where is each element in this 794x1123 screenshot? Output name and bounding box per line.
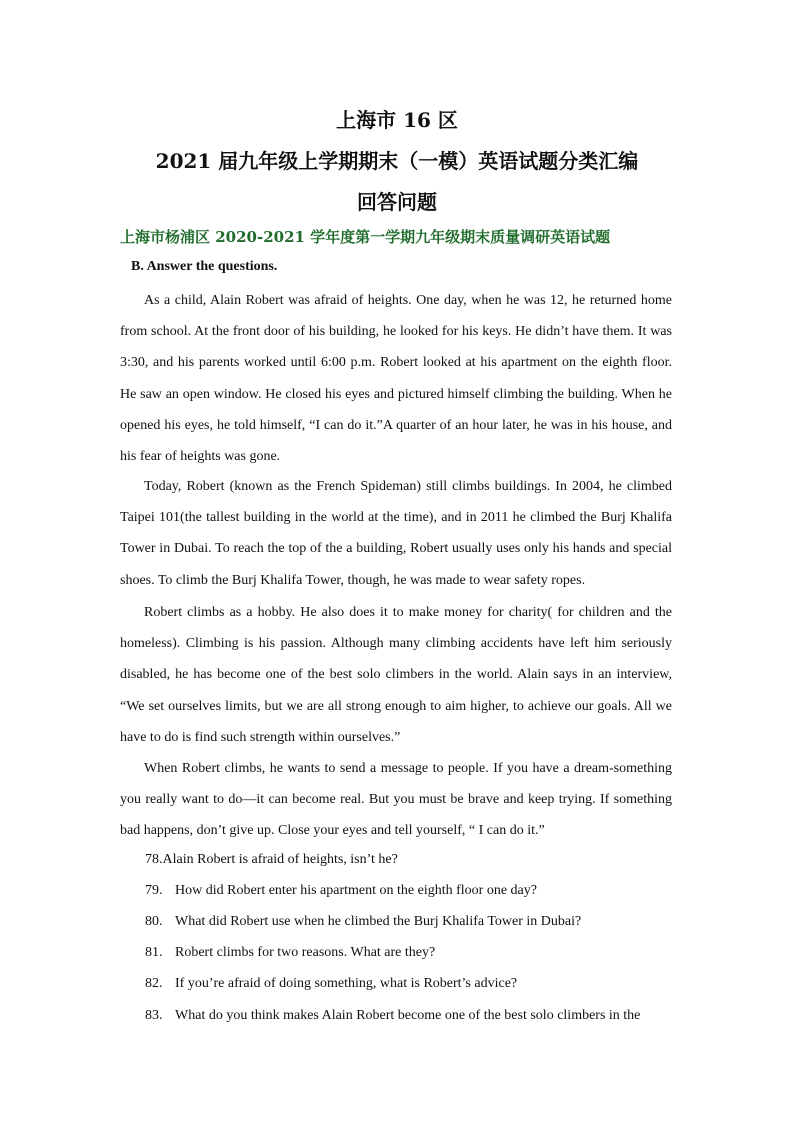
question-number: 83. — [145, 1008, 163, 1023]
question-82 — [145, 976, 517, 992]
question-text: What do you think makes Alain Robert become one of the best solo climbers in the — [175, 1008, 641, 1023]
passage-paragraph-2: Today, Robert (known as the French Spideman) still climbs buildings. In 2004, he climbed Taipei 101(the tallest building in the world at the time), and in 2011 he climbed the Burj Khalifa Tower in Dubai. To reach the top of the a building, Robert usually uses only his hands and special shoes. To climb the Burj Khalifa Tower, though, he was made to wear safety ropes. — [120, 479, 672, 588]
title-topic: 回答问题 — [357, 190, 437, 214]
passage-paragraph-4: When Robert climbs, he wants to send a message to people. If you have a dream-something you really want to do—it can become real. But you must be brave and keep trying. If something bad happens, don’t give up. Close your eyes and tell yourself, “ I can do it.” — [120, 761, 672, 839]
question-number: 78. — [145, 852, 163, 867]
question-78 — [145, 852, 398, 868]
question-81 — [145, 945, 435, 961]
title-region: 上海市 16 区 — [336, 108, 458, 132]
exam-source: 上海市杨浦区 2020-2021 学年度第一学期九年级期末质量调研英语试题 — [120, 228, 611, 246]
question-text: How did Robert enter his apartment on the eighth floor one day? — [175, 883, 537, 898]
question-text: Alain Robert is afraid of heights, isn’t he? — [162, 852, 398, 867]
question-80 — [145, 914, 581, 930]
passage-paragraph-1: As a child, Alain Robert was afraid of heights. One day, when he was 12, he returned home from school. At the front door of his building, he looked for his keys. He didn’t have them. It was 3:30, and his parents worked until 6:00 p.m. Robert looked at his apartment on the eighth floor. He saw an open window. He closed his eyes and pictured himself climbing the building. When he opened his eyes, he told himself, “I can do it.”A quarter of an hour later, he was in his house, and his fear of heights was gone. — [120, 293, 672, 465]
question-number: 80. — [145, 914, 163, 929]
question-text: What did Robert use when he climbed the Burj Khalifa Tower in Dubai? — [175, 914, 582, 929]
question-text: Robert climbs for two reasons. What are they? — [175, 945, 436, 960]
question-83 — [145, 1008, 640, 1024]
section-heading: B. Answer the questions. — [131, 259, 278, 274]
question-79 — [145, 883, 537, 899]
passage-paragraph-3: Robert climbs as a hobby. He also does it to make money for charity( for children and the homeless). Climbing is his passion. Although many climbing accidents have left him seriously disabled, he has become one of the best solo climbers in the world. Alain says in an interview, “We set ourselves limits, but we are all strong enough to aim higher, to achieve our goals. All we have to do is find such strength within ourselves.” — [120, 605, 672, 745]
question-text: If you’re afraid of doing something, what is Robert’s advice? — [175, 976, 518, 991]
question-number: 81. — [145, 945, 163, 960]
title-collection: 2021 届九年级上学期期末（一模）英语试题分类汇编 — [155, 149, 639, 173]
question-number: 82. — [145, 976, 163, 991]
question-number: 79. — [145, 883, 163, 898]
